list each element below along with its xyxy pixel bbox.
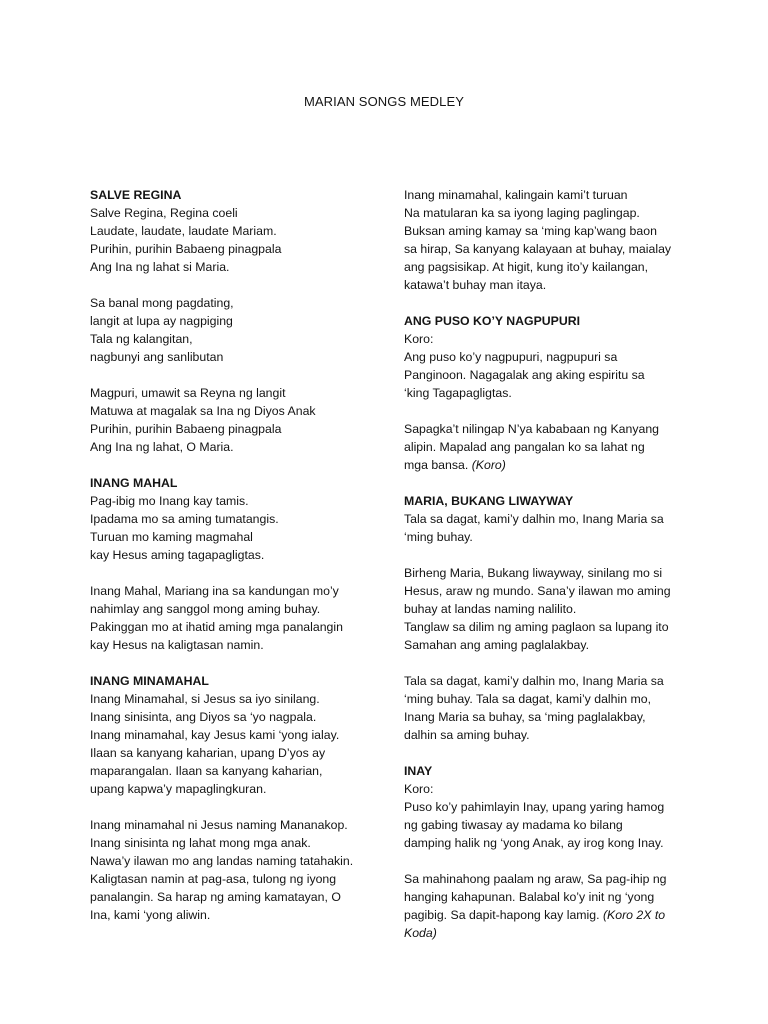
lyric-line: Inang Maria sa buhay, sa ‘ming paglalakbay, <box>404 710 646 724</box>
stanza <box>90 582 380 654</box>
song-salve-regina <box>90 186 380 456</box>
lyric-line: Purihin, purihin Babaeng pinagpala <box>90 422 282 436</box>
lyric-line: ang pagsisikap. At higit, kung ito’y kailangan, <box>404 260 649 274</box>
koro-note: (Koro 2X to <box>602 908 666 922</box>
lyric-line: ‘ming buhay. Tala sa dagat, kami’y dalhin mo, <box>404 692 651 706</box>
lyric-line: Buksan aming kamay sa ‘ming kap’wang baon <box>404 224 657 238</box>
lyric-line: Magpuri, umawit sa Reyna ng langit <box>90 386 286 400</box>
song-maria-bukang-liwayway <box>404 492 694 744</box>
lyric-line: langit at lupa ay nagpiging <box>90 314 233 328</box>
song-ang-puso-koy-nagpupuri <box>404 312 694 474</box>
lyric-line: sa hirap, Sa kanyang kalayaan at buhay, maialay <box>404 242 672 256</box>
lyric-line: dalhin sa aming buhay. <box>404 728 530 742</box>
song-title: INAY <box>404 764 433 778</box>
stanza <box>90 690 380 798</box>
stanza <box>90 384 380 456</box>
lyric-line: Tala ng kalangitan, <box>90 332 193 346</box>
lyric-line <box>404 456 694 474</box>
koro-label: Koro: <box>404 782 434 796</box>
lyric-line: upang kapwa’y mapaglingkuran. <box>90 782 267 796</box>
koro-note: Koda) <box>404 926 437 940</box>
lyric-line: Kaligtasan namin at pag-asa, tulong ng iyong <box>90 872 337 886</box>
lyric-text: mga bansa. <box>404 458 472 472</box>
lyric-line: Matuwa at magalak sa Ina ng Diyos Anak <box>90 404 316 418</box>
song-inang-minamahal <box>90 672 380 924</box>
stanza <box>404 564 694 654</box>
stanza <box>90 294 380 366</box>
lyric-line: nahimlay ang sanggol mong aming buhay. <box>90 602 321 616</box>
lyric-line: hanging kahapunan. Balabal ko’y init ng ‘yong <box>404 890 655 904</box>
lyric-line: Pag-ibig mo Inang kay tamis. <box>90 494 249 508</box>
song-title: INANG MINAMAHAL <box>90 674 209 688</box>
lyric-line: Inang minamahal ni Jesus naming Mananakop. <box>90 818 348 832</box>
lyric-line: Birheng Maria, Bukang liwayway, sinilang mo si <box>404 566 663 580</box>
lyric-line: Ang Ina ng lahat si Maria. <box>90 260 230 274</box>
song-title: SALVE REGINA <box>90 188 182 202</box>
lyric-line: buhay at landas naming nalilito. <box>404 602 577 616</box>
lyric-line: Inang minamahal, kay Jesus kami ‘yong ialay. <box>90 728 340 742</box>
lyric-line: Inang Minamahal, si Jesus sa iyo sinilang. <box>90 692 320 706</box>
song-inang-mahal <box>90 474 380 654</box>
lyric-line: ‘ming buhay. <box>404 530 473 544</box>
lyric-line: Sa mahinahong paalam ng araw, Sa pag-ihip ng <box>404 872 667 886</box>
song-inang-minamahal-continued <box>404 186 694 294</box>
lyric-line: Inang sinisinta, ang Diyos sa ‘yo nagpala. <box>90 710 317 724</box>
right-column <box>404 186 694 960</box>
stanza <box>404 672 694 744</box>
lyric-line: Sapagka’t nilingap N’ya kababaan ng Kanyang <box>404 422 660 436</box>
song-inay <box>404 762 694 942</box>
stanza <box>404 870 694 942</box>
lyric-line: panalangin. Sa harap ng aming kamatayan, O <box>90 890 341 904</box>
lyric-line: Ipadama mo sa aming tumatangis. <box>90 512 279 526</box>
lyric-line: damping halik ng ‘yong Anak, ay irog kong Inay. <box>404 836 664 850</box>
left-column <box>90 186 380 942</box>
lyric-line: alipin. Mapalad ang pangalan ko sa lahat ng <box>404 440 645 454</box>
lyric-line <box>404 906 694 924</box>
stanza <box>90 204 380 276</box>
lyric-line: Salve Regina, Regina coeli <box>90 206 238 220</box>
lyric-line: nagbunyi ang sanlibutan <box>90 350 224 364</box>
stanza <box>404 510 694 546</box>
lyric-line: Samahan ang aming paglalakbay. <box>404 638 590 652</box>
lyric-line: Puso ko’y pahimlayin Inay, upang yaring hamog <box>404 800 665 814</box>
stanza <box>90 492 380 564</box>
lyric-line: Purihin, purihin Babaeng pinagpala <box>90 242 282 256</box>
lyric-text: pagibig. Sa dapit-hapong kay lamig. <box>404 908 603 922</box>
stanza <box>90 816 380 924</box>
lyric-line: ng gabing tiwasay ay madama ko bilang <box>404 818 623 832</box>
lyric-line: Ina, kami ‘yong aliwin. <box>90 908 211 922</box>
lyric-line: Ilaan sa kanyang kaharian, upang D’yos ay <box>90 746 326 760</box>
lyric-line: Inang minamahal, kalingain kami’t turuan <box>404 188 628 202</box>
lyric-line: Tala sa dagat, kami’y dalhin mo, Inang Maria sa <box>404 674 664 688</box>
document-title: MARIAN SONGS MEDLEY <box>303 94 465 109</box>
lyric-line: Panginoon. Nagagalak ang aking espiritu sa <box>404 368 645 382</box>
lyric-line: Ang Ina ng lahat, O Maria. <box>90 440 234 454</box>
song-title: ANG PUSO KO’Y NAGPUPURI <box>404 314 581 328</box>
lyric-line: Na matularan ka sa iyong laging paglingap. <box>404 206 640 220</box>
lyric-line: Turuan mo kaming magmahal <box>90 530 253 544</box>
song-title: INANG MAHAL <box>90 476 178 490</box>
lyric-line: Tala sa dagat, kami’y dalhin mo, Inang Maria sa <box>404 512 664 526</box>
lyric-line: katawa’t buhay man itaya. <box>404 278 547 292</box>
lyric-line: ‘king Tagapagligtas. <box>404 386 512 400</box>
stanza <box>404 780 694 852</box>
lyric-line: maparangalan. Ilaan sa kanyang kaharian, <box>90 764 323 778</box>
stanza <box>404 330 694 402</box>
lyric-line: Sa banal mong pagdating, <box>90 296 234 310</box>
lyric-line: Nawa’y ilawan mo ang landas naming tatahakin. <box>90 854 354 868</box>
stanza <box>404 186 694 294</box>
lyric-line: Inang sinisinta ng lahat mong mga anak. <box>90 836 311 850</box>
koro-note: (Koro) <box>471 458 506 472</box>
lyric-line: Tanglaw sa dilim ng aming paglaon sa lupang ito <box>404 620 669 634</box>
lyric-line: Pakinggan mo at ihatid aming mga panalangin <box>90 620 343 634</box>
koro-label: Koro: <box>404 332 434 346</box>
stanza <box>404 420 694 474</box>
song-title: MARIA, BUKANG LIWAYWAY <box>404 494 574 508</box>
lyric-line: Ang puso ko’y nagpupuri, nagpupuri sa <box>404 350 618 364</box>
lyric-line: Hesus, araw ng mundo. Sana’y ilawan mo aming <box>404 584 671 598</box>
lyric-line: kay Hesus aming tagapagligtas. <box>90 548 265 562</box>
lyric-line: Laudate, laudate, laudate Mariam. <box>90 224 277 238</box>
lyric-line: Inang Mahal, Mariang ina sa kandungan mo’y <box>90 584 339 598</box>
lyric-line: kay Hesus na kaligtasan namin. <box>90 638 264 652</box>
